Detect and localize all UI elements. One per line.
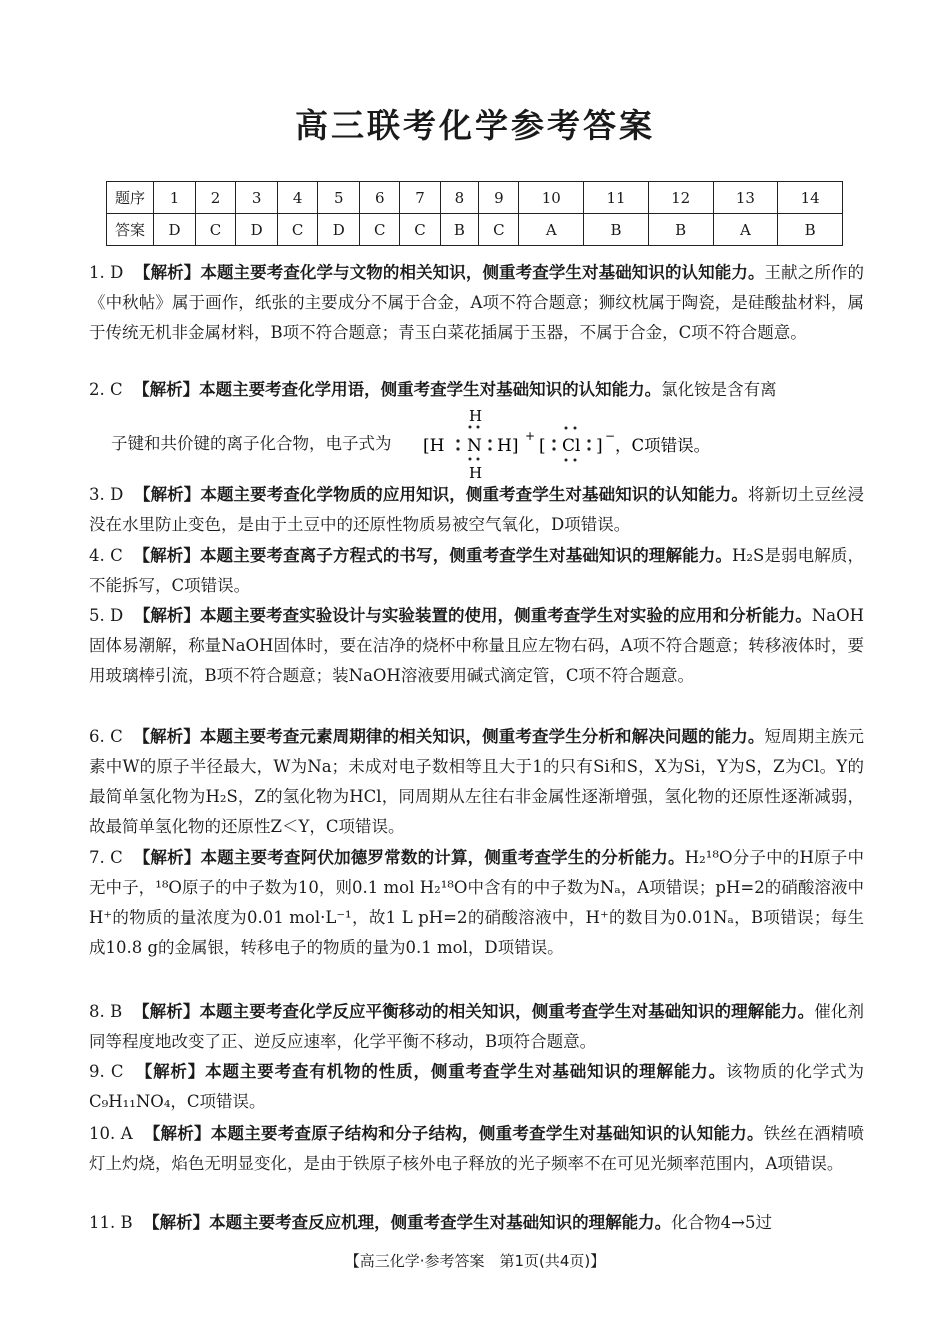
answer-table bbox=[106, 181, 843, 246]
analysis-tag: 【解析】 bbox=[133, 380, 200, 399]
analysis-summary: 本题主要考查化学反应平衡移动的相关知识，侧重考查学生对基础知识的理解能力。 bbox=[199, 1002, 815, 1021]
analysis-summary: 本题主要考查化学用语，侧重考查学生对基础知识的认知能力。 bbox=[199, 380, 662, 399]
analysis-tag: 【解析】 bbox=[134, 263, 201, 282]
question-number-cell: 13 bbox=[713, 182, 778, 214]
answer-cell: C bbox=[400, 214, 440, 246]
answer-cell: C bbox=[360, 214, 400, 246]
analysis-text: 催化剂同等程度地改变了正、逆反应速率，化学平衡不移动，B项符合题意。 bbox=[89, 1002, 864, 1051]
analysis-text: NaOH固体易潮解，称量NaOH固体时，要在洁净的烧杯中称量且应左物右码，A项不符合题意；转移液体时，要用玻璃棒引流，B项不符合题意；装NaOH溶液要用碱式滴定管，C项不符合题意。 bbox=[89, 606, 865, 685]
analysis-text: 该物质的化学式为C₉H₁₁NO₄，C项错误。 bbox=[89, 1062, 865, 1111]
page-title: 高三联考化学参考答案 bbox=[295, 106, 655, 145]
formula-h-top: H bbox=[469, 407, 483, 425]
table-row-answers bbox=[107, 214, 843, 246]
formula-h-bottom: H bbox=[469, 464, 483, 480]
answer-item-11 bbox=[89, 1208, 864, 1238]
answer-item-4 bbox=[89, 541, 864, 601]
item-number: 11. B bbox=[89, 1213, 133, 1232]
question-number-cell: 8 bbox=[440, 182, 479, 214]
answer-cell: C bbox=[195, 214, 235, 246]
table-header-cell: 答案 bbox=[107, 214, 154, 246]
answer-item-6 bbox=[89, 722, 864, 842]
analysis-summary: 本题主要考查反应机理，侧重考查学生对基础知识的理解能力。 bbox=[209, 1213, 672, 1232]
analysis-text: 王献之所作的《中秋帖》属于画作，纸张的主要成分不属于合金，A项不符合题意；狮纹枕属于陶瓷，是硅酸盐材料，属于传统无机非金属材料，B项不符合题意；青玉白菜花插属于玉器，不属于合金，C项不符合题意。 bbox=[89, 263, 865, 342]
analysis-summary: 本题主要考查化学物质的应用知识，侧重考查学生对基础知识的认知能力。 bbox=[200, 485, 748, 504]
table-header-cell: 题序 bbox=[107, 182, 154, 214]
analysis-summary: 本题主要考查实验设计与实验装置的使用，侧重考查学生对实验的应用和分析能力。 bbox=[199, 606, 812, 625]
table-row-numbers bbox=[107, 182, 843, 214]
item-number: 5. D bbox=[89, 606, 124, 625]
answer-item-2 bbox=[89, 375, 864, 405]
question-number-cell: 2 bbox=[195, 182, 235, 214]
analysis-summary: 本题主要考查有机物的性质，侧重考查学生对基础知识的理解能力。 bbox=[205, 1062, 726, 1081]
analysis-tag: 【解析】 bbox=[133, 848, 201, 867]
item-number: 4. C bbox=[89, 546, 123, 565]
analysis-tag: 【解析】 bbox=[133, 727, 200, 746]
formula-n: N bbox=[467, 436, 482, 456]
question-number-cell: 9 bbox=[479, 182, 519, 214]
answer-cell: A bbox=[519, 214, 584, 246]
page-footer: 【高三化学·参考答案 第1页(共4页)】 bbox=[344, 1252, 606, 1270]
question-number-cell: 10 bbox=[519, 182, 584, 214]
question-number-cell: 6 bbox=[360, 182, 400, 214]
formula-cl-close: ] bbox=[596, 436, 603, 456]
answer-item-7 bbox=[89, 843, 864, 963]
analysis-tag: 【解析】 bbox=[133, 606, 200, 625]
answer-cell: B bbox=[648, 214, 713, 246]
analysis-tag: 【解析】 bbox=[143, 1124, 211, 1143]
formula-h-left: [H bbox=[423, 436, 445, 456]
item-number: 2. C bbox=[89, 380, 123, 399]
item-number: 3. D bbox=[89, 485, 124, 504]
item-number: 6. C bbox=[89, 727, 123, 746]
answer-item-5 bbox=[89, 601, 864, 691]
question-number-cell: 12 bbox=[648, 182, 713, 214]
analysis-tag: 【解析】 bbox=[133, 546, 200, 565]
question-number-cell: 7 bbox=[400, 182, 440, 214]
analysis-text: 化合物4→5过 bbox=[671, 1213, 772, 1232]
analysis-text: 子键和共价键的离子化合物，电子式为 bbox=[111, 434, 392, 453]
analysis-summary: 本题主要考查离子方程式的书写，侧重考查学生对基础知识的理解能力。 bbox=[200, 546, 732, 565]
answer-cell: C bbox=[278, 214, 318, 246]
analysis-text: 短周期主族元素中W的原子半径最大，W为Na；未成对电子数相等且大于1的只有Si和S，X为Si，Y为S，Z为Cl。Y的最简单氢化物为H₂S，Z的氢化物为HCl，同周期从左往右非金属性逐渐增强，氢化物的还原性逐渐减弱，故最简单氢化物的还原性Z＜Y，C项错误。 bbox=[89, 727, 864, 836]
answer-item-8 bbox=[89, 997, 864, 1057]
item-number: 10. A bbox=[89, 1124, 133, 1143]
answer-item-10 bbox=[89, 1119, 864, 1179]
question-number-cell: 5 bbox=[318, 182, 360, 214]
question-number-cell: 11 bbox=[584, 182, 649, 214]
formula-minus: − bbox=[605, 429, 616, 443]
analysis-summary: 本题主要考查阿伏加德罗常数的计算，侧重考查学生的分析能力。 bbox=[200, 848, 685, 867]
answer-cell: B bbox=[778, 214, 843, 246]
analysis-text: H₂¹⁸O分子中的H原子中无中子，¹⁸O原子的中子数为10，则0.1 mol H₂¹⁸O中含有的中子数为Nₐ，A项错误；pH=2的硝酸溶液中H⁺的物质的量浓度为0.01 mol·L⁻¹，故1 L pH=2的硝酸溶液中，H⁺的数目为0.01Nₐ，B项错误；每生成10.8 g的金属银，转移电子的物质的量为0.1 mol，D项错误。 bbox=[89, 848, 864, 957]
answer-cell: C bbox=[479, 214, 519, 246]
analysis-tag: 【解析】 bbox=[135, 1062, 206, 1081]
question-number-cell: 1 bbox=[154, 182, 196, 214]
analysis-text: 氯化铵是含有离 bbox=[661, 380, 777, 399]
analysis-summary: 本题主要考查化学与文物的相关知识，侧重考查学生对基础知识的认知能力。 bbox=[200, 263, 765, 282]
answer-cell: D bbox=[154, 214, 196, 246]
answer-cell: A bbox=[713, 214, 778, 246]
analysis-text: 将新切土豆丝浸没在水里防止变色，是由于土豆中的还原性物质易被空气氧化，D项错误。 bbox=[89, 485, 865, 534]
answer-item-3 bbox=[89, 480, 864, 540]
item-number: 1. D bbox=[89, 263, 124, 282]
item-number: 7. C bbox=[89, 848, 123, 867]
question-number-cell: 3 bbox=[236, 182, 278, 214]
question-number-cell: 4 bbox=[278, 182, 318, 214]
electron-formula-line bbox=[89, 404, 864, 480]
answer-item-1 bbox=[89, 258, 864, 348]
item-number: 8. B bbox=[89, 1002, 123, 1021]
analysis-tag: 【解析】 bbox=[132, 1002, 200, 1021]
analysis-summary: 本题主要考查元素周期律的相关知识，侧重考查学生分析和解决问题的能力。 bbox=[199, 727, 765, 746]
analysis-tag: 【解析】 bbox=[134, 485, 201, 504]
answer-cell: D bbox=[236, 214, 278, 246]
analysis-summary: 本题主要考查原子结构和分子结构，侧重考查学生对基础知识的认知能力。 bbox=[210, 1124, 764, 1143]
analysis-text: 铁丝在酒精喷灯上灼烧，焰色无明显变化，是由于铁原子核外电子释放的光子频率不在可见光频率范围内，A项错误。 bbox=[89, 1124, 865, 1173]
analysis-text: ，C项错误。 bbox=[615, 436, 711, 455]
item-number: 9. C bbox=[89, 1062, 124, 1081]
analysis-tag: 【解析】 bbox=[143, 1213, 210, 1232]
formula-h-right: H] bbox=[497, 436, 519, 456]
analysis-text: H₂S是弱电解质，不能拆写，C项错误。 bbox=[89, 546, 865, 595]
answer-cell: B bbox=[440, 214, 479, 246]
formula-cl: Cl bbox=[562, 436, 581, 456]
formula-cl-open: [ bbox=[539, 436, 546, 456]
question-number-cell: 14 bbox=[778, 182, 843, 214]
answer-cell: D bbox=[318, 214, 360, 246]
answer-item-9 bbox=[89, 1057, 864, 1117]
formula-plus: + bbox=[525, 429, 536, 443]
answer-cell: B bbox=[584, 214, 649, 246]
electron-formula bbox=[419, 404, 739, 480]
